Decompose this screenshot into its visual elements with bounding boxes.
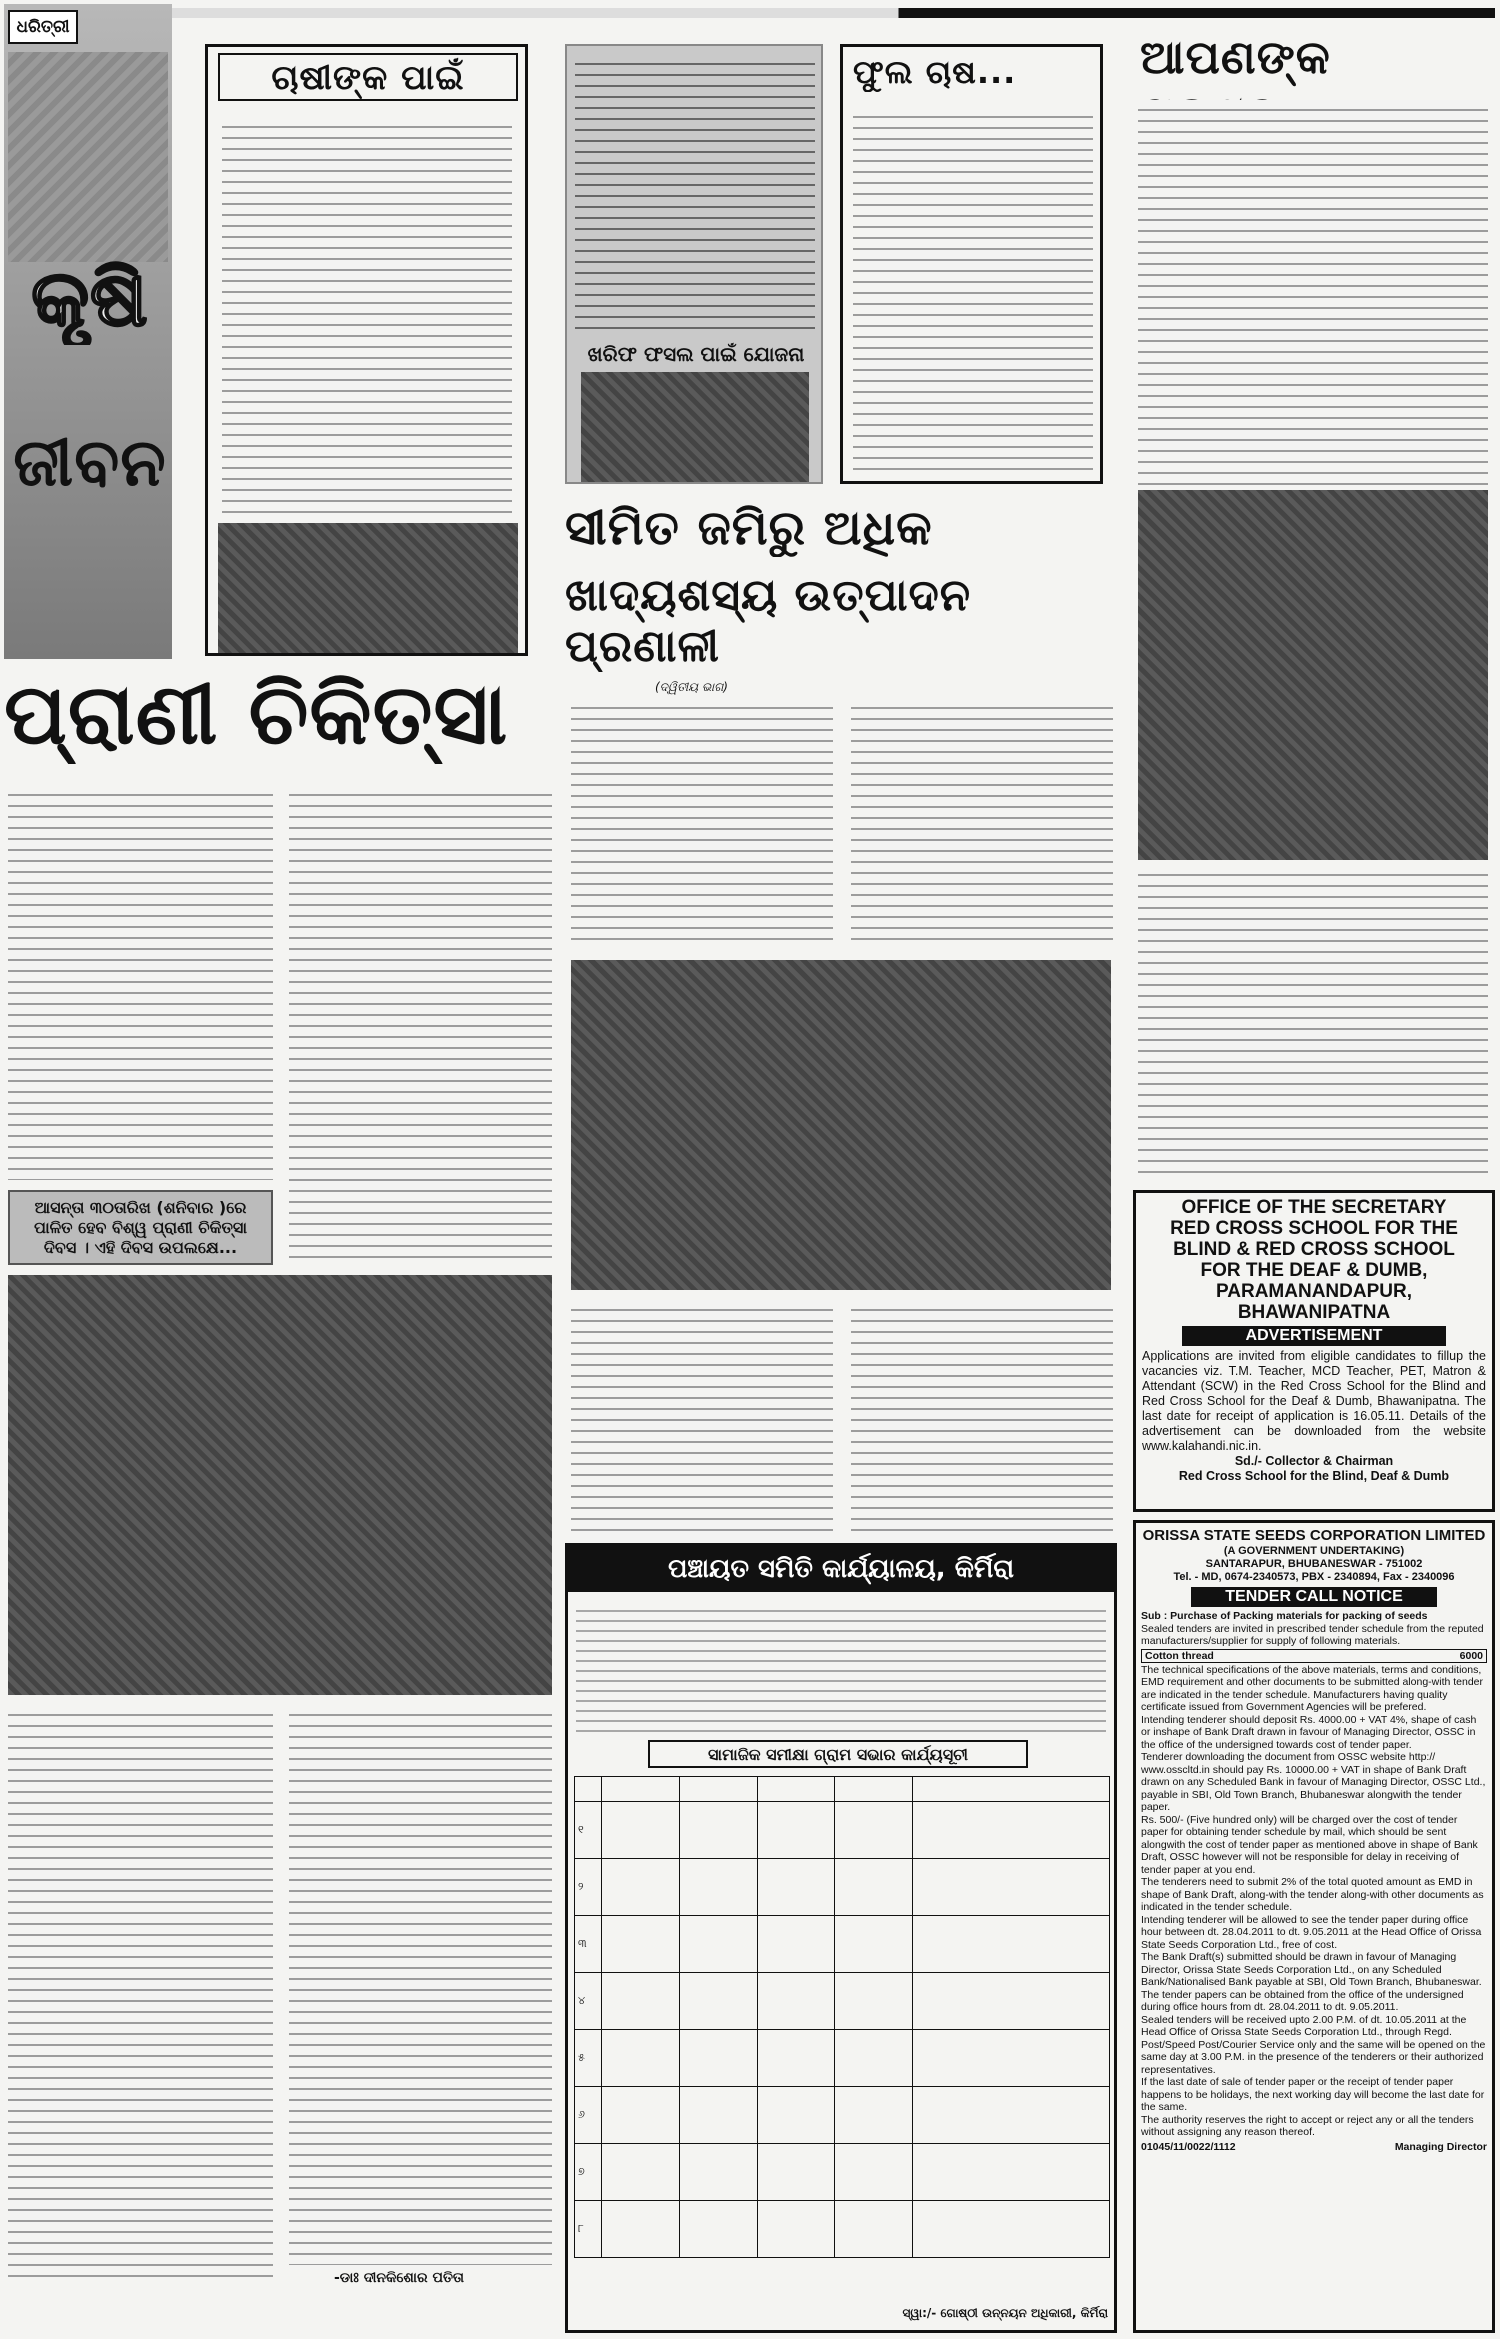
section-title-line2: ଜୀବନ <box>13 424 167 501</box>
table-row <box>575 1916 1110 1973</box>
seeds-ad-p6: Intending tenderer will be allowed to see the tender paper during office hour between dt. 28.04.2011 to dt. 9.05.2011 at the Head Office of Orissa State Seeds Corporation Ltd., free of cost. <box>1141 1913 1482 1951</box>
red-cross-ad-line3: BLIND & RED CROSS SCHOOL <box>1173 1239 1455 1260</box>
top-article-text <box>575 54 815 334</box>
top-rule <box>170 8 1495 18</box>
vet-article-callout: ଆସନ୍ତା ୩୦ତାରିଖ (ଶନିବାର )ରେ ପାଳିତ ହେବ ବିଶ୍ୱ ପ୍ରାଣୀ ଚିକିତ୍ସା ଦିବସ । ଏହି ଦିବସ ଉପଲକ୍ଷେ... <box>8 1190 273 1265</box>
main-article-text-col1 <box>571 698 833 948</box>
table-row-number: ୨ <box>575 1859 602 1916</box>
seeds-ad-sub1: (A GOVERNMENT UNDERTAKING) <box>1223 1545 1405 1557</box>
table-row-number: ୭ <box>575 2144 602 2201</box>
vet-article-text-col2 <box>289 785 552 1260</box>
red-cross-ad-line5: PARAMANANDAPUR, <box>1216 1281 1412 1302</box>
seeds-ad-item: Cotton thread <box>1145 1649 1214 1662</box>
qa-box <box>1130 30 1495 1185</box>
seeds-ad-intro: Sealed tenders are invited in prescribed tender schedule from the reputed manufacturers/supplier for supply of following materials. <box>1141 1622 1484 1647</box>
flower-box <box>840 44 1103 484</box>
top-article-photo <box>581 372 809 482</box>
vet-article-text-col4 <box>289 1705 552 2265</box>
seeds-ad-ref: 01045/11/0022/1112 <box>1141 2140 1236 2153</box>
papaya-photo <box>1138 490 1488 860</box>
farmers-box-text <box>222 117 512 517</box>
table-row-number: ୧ <box>575 1802 602 1859</box>
farmers-box-title: ଚାଷୀଙ୍କ ପାଇଁ <box>218 53 518 101</box>
red-cross-ad-sign1: Sd./- Collector & Chairman <box>1234 1454 1394 1468</box>
flower-box-title: ଫୁଲ ଚାଷ... <box>853 53 1017 91</box>
table-row <box>575 1859 1110 1916</box>
seeds-ad-sub3: Tel. - MD, 0674-2340573, PBX - 2340894, Fax - 2340096 <box>1173 1571 1455 1583</box>
red-cross-ad-line4: FOR THE DEAF & DUMB, <box>1200 1260 1428 1281</box>
vet-article <box>4 665 552 2330</box>
vet-article-text-col3 <box>8 1705 273 2285</box>
table-row-number: ୮ <box>575 2201 602 2258</box>
seeds-ad-sub2: SANTARAPUR, BHUBANESWAR - 751002 <box>1205 1558 1423 1570</box>
table-header-row <box>575 1777 1110 1802</box>
table-row <box>575 2201 1110 2258</box>
table-row-number: ୩ <box>575 1916 602 1973</box>
seeds-ad-p11: The authority reserves the right to accept or reject any or all the tenders without assigning any reason thereof. <box>1141 2113 1474 2138</box>
farmers-box <box>205 44 528 656</box>
top-article <box>565 44 823 484</box>
seeds-ad-p8: The tender papers can be obtained from the office of the undersigned during office hours from dt. 28.04.2011 to dt. 9.05.2011. <box>1141 1988 1464 2013</box>
flower-box-text <box>853 107 1093 477</box>
table-row <box>575 2030 1110 2087</box>
red-cross-ad-label: ADVERTISEMENT <box>1182 1326 1446 1346</box>
section-title-line1: କୃଷି <box>31 254 149 344</box>
vet-article-byline: -ଡାଃ ଦୀନକିଶୋର ପତିତା <box>334 2270 465 2286</box>
vet-article-text-col1 <box>8 785 273 1180</box>
vet-article-title: ପ୍ରାଣୀ ଚିକିତ୍ସା <box>4 665 509 763</box>
seeds-ad-p3: Tenderer downloading the document from OSSC website http:// www.osscltd.in should pay Rs. 10000.00 + VAT in shape of Bank Draft drawn on any Scheduled Bank in favour of Managing Director, OSSC Ltd., payable in SBI, Old Town Branch, Bhubaneswar alongwith the tender paper. <box>1141 1751 1486 1813</box>
table-row-number: ୪ <box>575 1973 602 2030</box>
panchayat-table-title: ସାମାଜିକ ସମୀକ୍ଷା ଗ୍ରାମ ସଭାର କାର୍ଯ୍ୟସୂଚୀ <box>648 1740 1028 1768</box>
main-article-photo <box>571 960 1111 1290</box>
red-cross-ad-line6: BHAWANIPATNA <box>1237 1302 1391 1323</box>
main-article-title-line2: ଖାଦ୍ୟଶସ୍ୟ ଉତ୍ପାଦନ ପ୍ରଣାଳୀ <box>565 570 972 672</box>
qa-box-text-bottom <box>1138 865 1488 1180</box>
main-article <box>565 500 1120 1540</box>
main-article-title-line1: ସୀମିତ ଜମିରୁ ଅଧିକ <box>565 500 933 556</box>
seeds-ad-item-row <box>1141 1649 1487 1663</box>
seeds-ad-p7: The Bank Draft(s) submitted should be drawn in favour of Managing Director, Orissa State Seeds Corporation Ltd., on any Scheduled Bank/Nationalised Bank payable at SBI, Old Town Branch, Bhubaneswar. <box>1141 1951 1482 1988</box>
panchayat-signature: ସ୍ୱା:/- ଗୋଷ୍ଠୀ ଉନ୍ନୟନ ଅଧିକାରୀ, କିର୍ମିରା <box>902 2306 1108 2320</box>
red-cross-ad-line2: RED CROSS SCHOOL FOR THE <box>1170 1218 1458 1239</box>
masthead-panel <box>4 4 172 659</box>
vet-article-photo <box>8 1275 552 1695</box>
seeds-ad-p9: Sealed tenders will be received upto 2.00 P.M. of dt. 10.05.2011 at the Head Office of Orissa State Seeds Corporation Ltd., through Regd. Post/Speed Post/Courier Service only and the same will be opened on the same day at 3.00 P.M. in the presence of the tenderers or their authorized representatives. <box>1141 2013 1486 2076</box>
panchayat-table <box>574 1776 1110 2258</box>
red-cross-ad <box>1133 1190 1495 1512</box>
seeds-ad-p2: Intending tenderer should deposit Rs. 4000.00 + VAT 4%, shape of cash or inshape of Bank Draft drawn in favour of Managing Director, OSSC in the office of the undersigned towards cost of tender paper. <box>1141 1713 1477 1751</box>
seeds-ad-p1: The technical specifications of the above materials, terms and conditions, EMD requirement and other documents to be submitted along-with tender are indicated in the tender schedule. Manufacturers having quality certificate issued from Government Agencies will be prefered. <box>1141 1663 1484 1713</box>
panchayat-notice-title: ପଞ୍ଚାୟତ ସମିତି କାର୍ଯ୍ୟାଳୟ, କିର୍ମିରା <box>568 1546 1114 1592</box>
main-article-text-col3 <box>571 1300 833 1535</box>
table-row-number: ୫ <box>575 2030 602 2087</box>
main-article-text-col2 <box>851 698 1113 948</box>
table-row <box>575 1802 1110 1859</box>
main-article-text-col4 <box>851 1300 1113 1535</box>
seeds-ad-label: TENDER CALL NOTICE <box>1191 1587 1437 1607</box>
seeds-ad-p10: If the last date of sale of tender paper or the receipt of tender paper happens to be holidays, the next working day will become the last date for the same. <box>1141 2076 1485 2113</box>
table-row <box>575 2144 1110 2201</box>
qa-box-text-top <box>1138 100 1488 485</box>
seeds-ad-footer <box>1141 2141 1487 2153</box>
panchayat-notice-text <box>576 1602 1106 1732</box>
table-row <box>575 2087 1110 2144</box>
seeds-ad-subject: Sub : Purchase of Packing materials for packing of seeds <box>1141 1610 1428 1622</box>
panchayat-notice <box>565 1543 1117 2333</box>
seeds-ad-p5: The tenderers need to submit 2% of the total quoted amount as EMD in shape of Bank Draft, along-with the tender along-with other documents as indicated in the tender schedule. <box>1141 1876 1484 1913</box>
seeds-ad-qty: 6000 <box>1459 1649 1483 1662</box>
red-cross-ad-body: Applications are invited from eligible candidates to fillup the vacancies viz. T.M. Teacher, MCD Teacher, PET, Matron & Attendant (SCW) in the Red Cross School for the Blind and Red Cross School for the Deaf & Dumb, Bhawanipatna. The last date for receipt of application is 16.05.11. Details of the advertisement can be downloaded from the website www.kalahandi.nic.in. <box>1142 1349 1486 1453</box>
red-cross-ad-line1: OFFICE OF THE SECRETARY <box>1181 1197 1447 1218</box>
top-article-caption: ଖରିଫ ଫସଲ ପାଇଁ ଯୋଜନା <box>587 342 805 366</box>
farmers-box-photo <box>218 523 518 653</box>
main-article-subtitle: (ଦ୍ୱିତୀୟ ଭାଗ) <box>655 680 728 694</box>
table-row-number: ୬ <box>575 2087 602 2144</box>
panchayat-table-wrap <box>574 1776 1110 2291</box>
masthead-logo: ଧରିତ୍ରୀ <box>8 10 78 44</box>
seeds-ad-title: ORISSA STATE SEEDS CORPORATION LIMITED <box>1142 1527 1486 1544</box>
masthead-photo <box>8 52 168 262</box>
qa-box-title: ଆପଣଙ୍କ <box>1140 30 1331 84</box>
seeds-ad-sign: Managing Director <box>1394 2140 1487 2153</box>
red-cross-ad-sign2: Red Cross School for the Blind, Deaf & Dumb <box>1178 1469 1450 1483</box>
seeds-ad-p4: Rs. 500/- (Five hundred only) will be charged over the cost of tender paper for obtaining tender schedule by mail, which should be sent alongwith the cost of tender paper as mentioned above in shape of Bank Draft, OSSC however will not be responsible for delay in receiving of tender paper at you end. <box>1141 1813 1478 1876</box>
table-row <box>575 1973 1110 2030</box>
seeds-ad <box>1133 1520 1495 2333</box>
